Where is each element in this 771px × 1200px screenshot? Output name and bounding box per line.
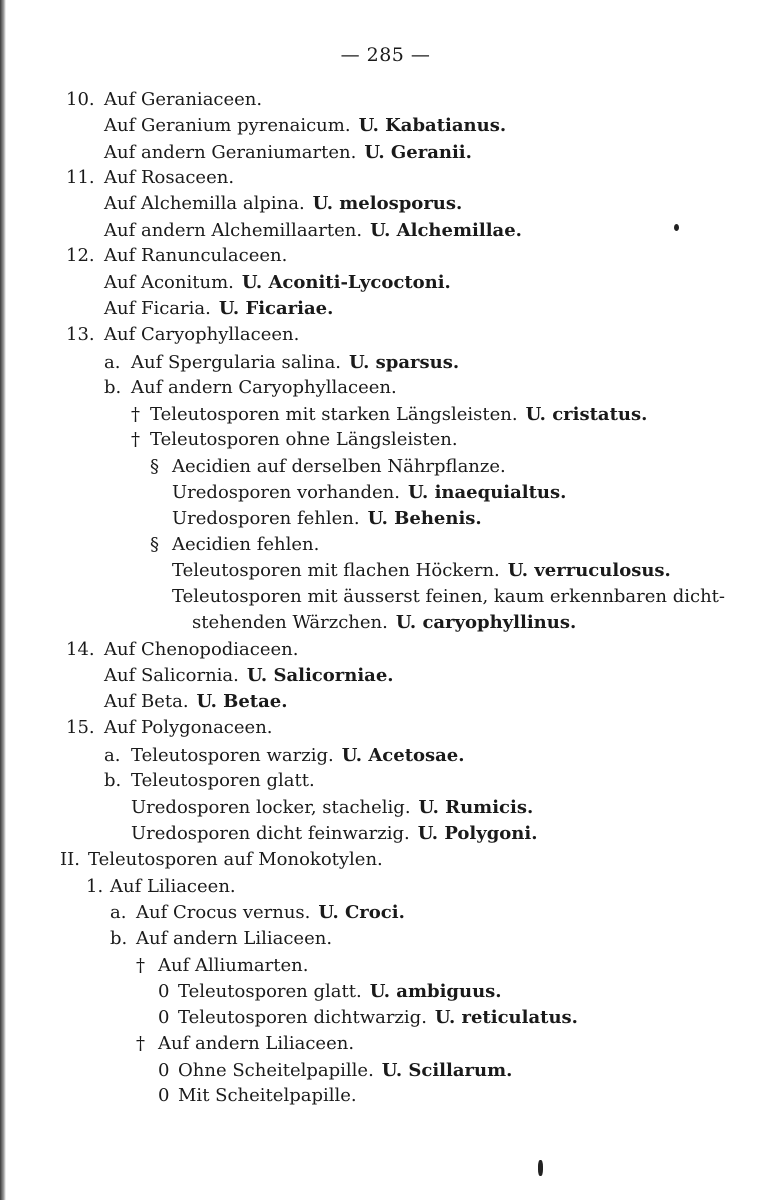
text-line <box>172 506 482 532</box>
line-text: Teleutosporen auf Monokotylen. <box>88 849 383 870</box>
text-line <box>172 558 671 584</box>
line-text: Auf andern Alchemillaarten. <box>104 220 363 241</box>
line-text: Auf andern Geraniumarten. <box>104 142 357 163</box>
line-text: Auf Geranium pyrenaicum. <box>104 115 351 136</box>
line-label: 11. <box>66 167 95 188</box>
text-line <box>172 454 506 480</box>
scan-speck <box>538 1160 543 1176</box>
line-label: † <box>136 955 145 976</box>
text-line <box>178 1005 578 1031</box>
text-line <box>136 900 405 926</box>
page-number: — 285 — <box>340 44 431 66</box>
species-name: U. Betae. <box>196 691 288 712</box>
line-text: Auf andern Liliaceen. <box>136 928 333 949</box>
text-line <box>178 1058 512 1084</box>
text-line <box>110 874 236 900</box>
line-text: Ohne Scheitelpapille. <box>178 1060 374 1081</box>
scan-page-edge <box>0 0 6 1200</box>
text-line <box>131 821 537 847</box>
line-text: Mit Scheitelpapille. <box>178 1085 357 1106</box>
text-line <box>131 375 397 401</box>
line-label: 0 <box>158 1060 170 1081</box>
text-line <box>131 350 459 376</box>
line-text: Auf Liliaceen. <box>110 876 236 897</box>
line-text: Teleutosporen glatt. <box>131 770 315 791</box>
species-name: U. inaequialtus. <box>407 482 567 503</box>
species-name: U. reticulatus. <box>434 1007 578 1028</box>
text-line <box>104 663 394 689</box>
text-line <box>104 322 299 348</box>
line-text: Auf Chenopodiaceen. <box>104 639 299 660</box>
line-label: a. <box>104 352 121 373</box>
line-text: Auf andern Caryophyllaceen. <box>131 377 397 398</box>
line-label: 14. <box>66 639 95 660</box>
line-text: Uredosporen vorhanden. <box>172 482 400 503</box>
text-line <box>131 743 465 769</box>
line-text: Auf Geraniaceen. <box>104 89 263 110</box>
text-line <box>172 532 319 558</box>
species-name: U. Scillarum. <box>381 1060 513 1081</box>
line-text: Teleutosporen warzig. <box>131 745 334 766</box>
text-line <box>104 218 522 244</box>
text-line <box>88 847 383 873</box>
line-label: † <box>131 429 140 450</box>
species-name: U. caryophyllinus. <box>395 612 577 633</box>
line-text: Uredosporen fehlen. <box>172 508 360 529</box>
text-line <box>158 1031 354 1057</box>
line-text: Auf andern Liliaceen. <box>158 1033 355 1054</box>
text-line <box>104 191 462 217</box>
line-label: 12. <box>66 245 95 266</box>
scan-speck <box>674 224 679 231</box>
line-label: † <box>131 404 140 425</box>
text-line <box>131 768 315 794</box>
line-text: Teleutosporen mit starken Längsleisten. <box>150 404 518 425</box>
line-text: Aecidien auf derselben Nährpflanze. <box>172 456 506 477</box>
species-name: U. Behenis. <box>367 508 482 529</box>
species-name: U. Croci. <box>318 902 405 923</box>
line-text: Auf Spergularia salina. <box>131 352 342 373</box>
species-name: U. sparsus. <box>349 352 460 373</box>
line-label: 0 <box>158 1007 170 1028</box>
text-line <box>178 1083 357 1109</box>
line-text: Teleutosporen ohne Längsleisten. <box>150 429 458 450</box>
line-label: b. <box>104 770 122 791</box>
text-line <box>150 402 647 428</box>
text-line <box>104 113 506 139</box>
line-text: Auf Crocus vernus. <box>136 902 311 923</box>
line-label: b. <box>110 928 128 949</box>
species-name: U. verruculosus. <box>507 560 671 581</box>
text-line <box>136 926 332 952</box>
line-label: a. <box>110 902 127 923</box>
species-name: U. Acetosae. <box>341 745 465 766</box>
species-name: U. cristatus. <box>525 404 648 425</box>
line-label: 0 <box>158 981 170 1002</box>
species-name: U. melosporus. <box>312 193 463 214</box>
species-name: U. Aconiti-Lycoctoni. <box>241 272 451 293</box>
line-text: Teleutosporen glatt. <box>178 981 362 1002</box>
line-text: Auf Caryophyllaceen. <box>104 324 300 345</box>
line-text: Auf Beta. <box>104 691 189 712</box>
species-name: U. Ficariae. <box>218 298 334 319</box>
line-text: Auf Ficaria. <box>104 298 211 319</box>
line-label: 10. <box>66 89 95 110</box>
text-line <box>104 270 451 296</box>
species-name: U. ambiguus. <box>369 981 502 1002</box>
text-line <box>104 296 333 322</box>
line-text: stehenden Wärzchen. <box>192 612 388 633</box>
text-line <box>104 715 273 741</box>
text-line <box>150 427 458 453</box>
text-line <box>131 795 533 821</box>
text-line <box>192 610 576 636</box>
text-line <box>104 637 299 663</box>
line-label: § <box>150 456 159 477</box>
line-text: Auf Aconitum. <box>104 272 234 293</box>
text-line <box>104 140 472 166</box>
line-text: Auf Alchemilla alpina. <box>104 193 305 214</box>
line-text: Auf Rosaceen. <box>104 167 235 188</box>
text-line <box>104 165 234 191</box>
text-line <box>172 584 725 610</box>
line-text: Auf Alliumarten. <box>158 955 309 976</box>
line-label: b. <box>104 377 122 398</box>
line-text: Teleutosporen mit flachen Höckern. <box>172 560 500 581</box>
text-line <box>158 953 308 979</box>
line-text: Teleutosporen mit äusserst feinen, kaum erkennbaren dicht- <box>172 586 725 607</box>
line-label: 13. <box>66 324 95 345</box>
line-text: Auf Polygonaceen. <box>104 717 273 738</box>
line-label: 15. <box>66 717 95 738</box>
species-name: U. Rumicis. <box>418 797 534 818</box>
text-line <box>104 243 287 269</box>
text-line <box>104 87 262 113</box>
line-text: Aecidien fehlen. <box>172 534 320 555</box>
line-text: Auf Ranunculaceen. <box>104 245 288 266</box>
species-name: U. Geranii. <box>364 142 472 163</box>
line-text: Auf Salicornia. <box>104 665 239 686</box>
line-label: 0 <box>158 1085 170 1106</box>
species-name: U. Polygoni. <box>417 823 538 844</box>
species-name: U. Kabatianus. <box>358 115 507 136</box>
line-label: II. <box>60 849 80 870</box>
line-label: a. <box>104 745 121 766</box>
species-name: U. Salicorniae. <box>246 665 394 686</box>
line-text: Teleutosporen dichtwarzig. <box>178 1007 427 1028</box>
text-line <box>172 480 566 506</box>
line-label: 1. <box>86 876 104 897</box>
line-label: § <box>150 534 159 555</box>
text-line <box>178 979 502 1005</box>
line-text: Uredosporen dicht feinwarzig. <box>131 823 410 844</box>
text-line <box>104 689 288 715</box>
line-label: † <box>136 1033 145 1054</box>
species-name: U. Alchemillae. <box>370 220 522 241</box>
line-text: Uredosporen locker, stachelig. <box>131 797 411 818</box>
